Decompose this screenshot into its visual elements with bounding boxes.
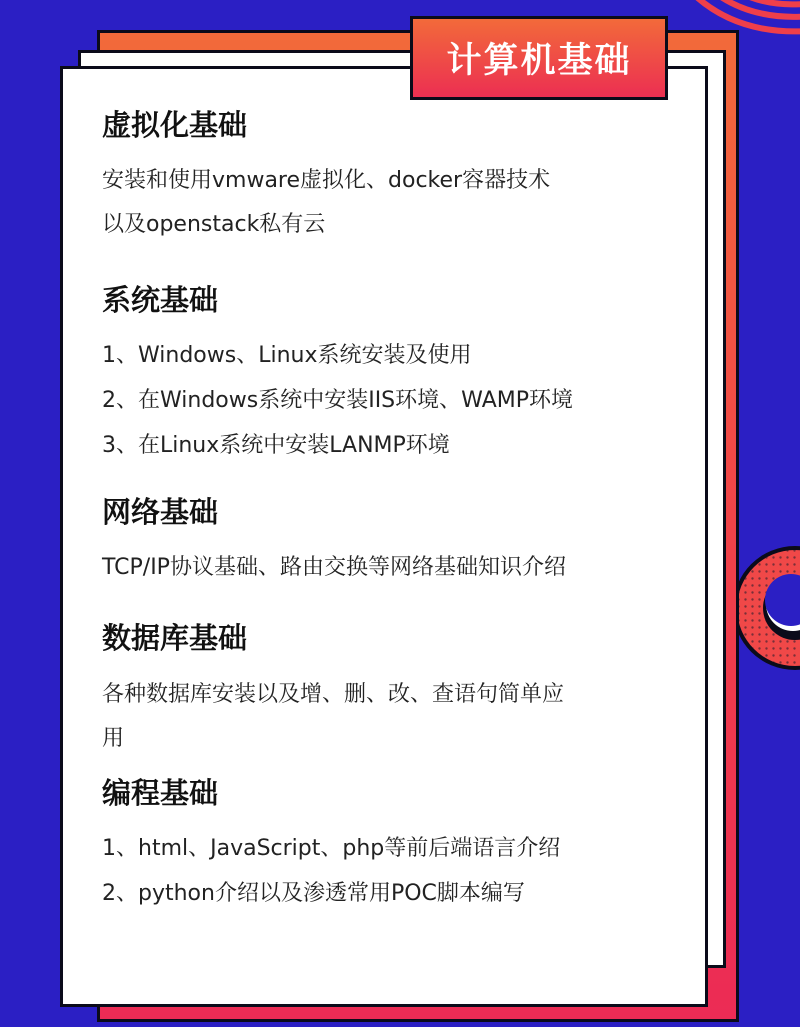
section-line: 用 — [102, 726, 125, 751]
section-title-network: 网络基础 — [102, 495, 219, 529]
section-line: 2、在Windows系统中安装IIS环境、WAMP环境 — [102, 388, 573, 413]
section-line: 安装和使用vmware虚拟化、docker容器技术 — [102, 168, 551, 193]
section-line: TCP/IP协议基础、路由交换等网络基础知识介绍 — [102, 555, 566, 580]
section-title-database: 数据库基础 — [102, 621, 248, 655]
section-line: 1、Windows、Linux系统安装及使用 — [102, 343, 472, 368]
header-tag-label: 计算机基础 — [446, 41, 632, 81]
section-line: 2、python介绍以及渗透常用POC脚本编写 — [102, 881, 525, 906]
section-line: 1、html、JavaScript、php等前后端语言介绍 — [102, 836, 561, 861]
section-line: 各种数据库安装以及增、删、改、查语句简单应 — [102, 682, 565, 707]
header-tag — [410, 16, 668, 100]
section-title-virtualization: 虚拟化基础 — [102, 108, 248, 142]
decorative-circle — [735, 540, 800, 680]
section-line: 以及openstack私有云 — [102, 212, 326, 237]
section-line: 3、在Linux系统中安装LANMP环境 — [102, 433, 450, 458]
section-title-programming: 编程基础 — [102, 776, 219, 810]
section-title-system: 系统基础 — [102, 283, 219, 317]
